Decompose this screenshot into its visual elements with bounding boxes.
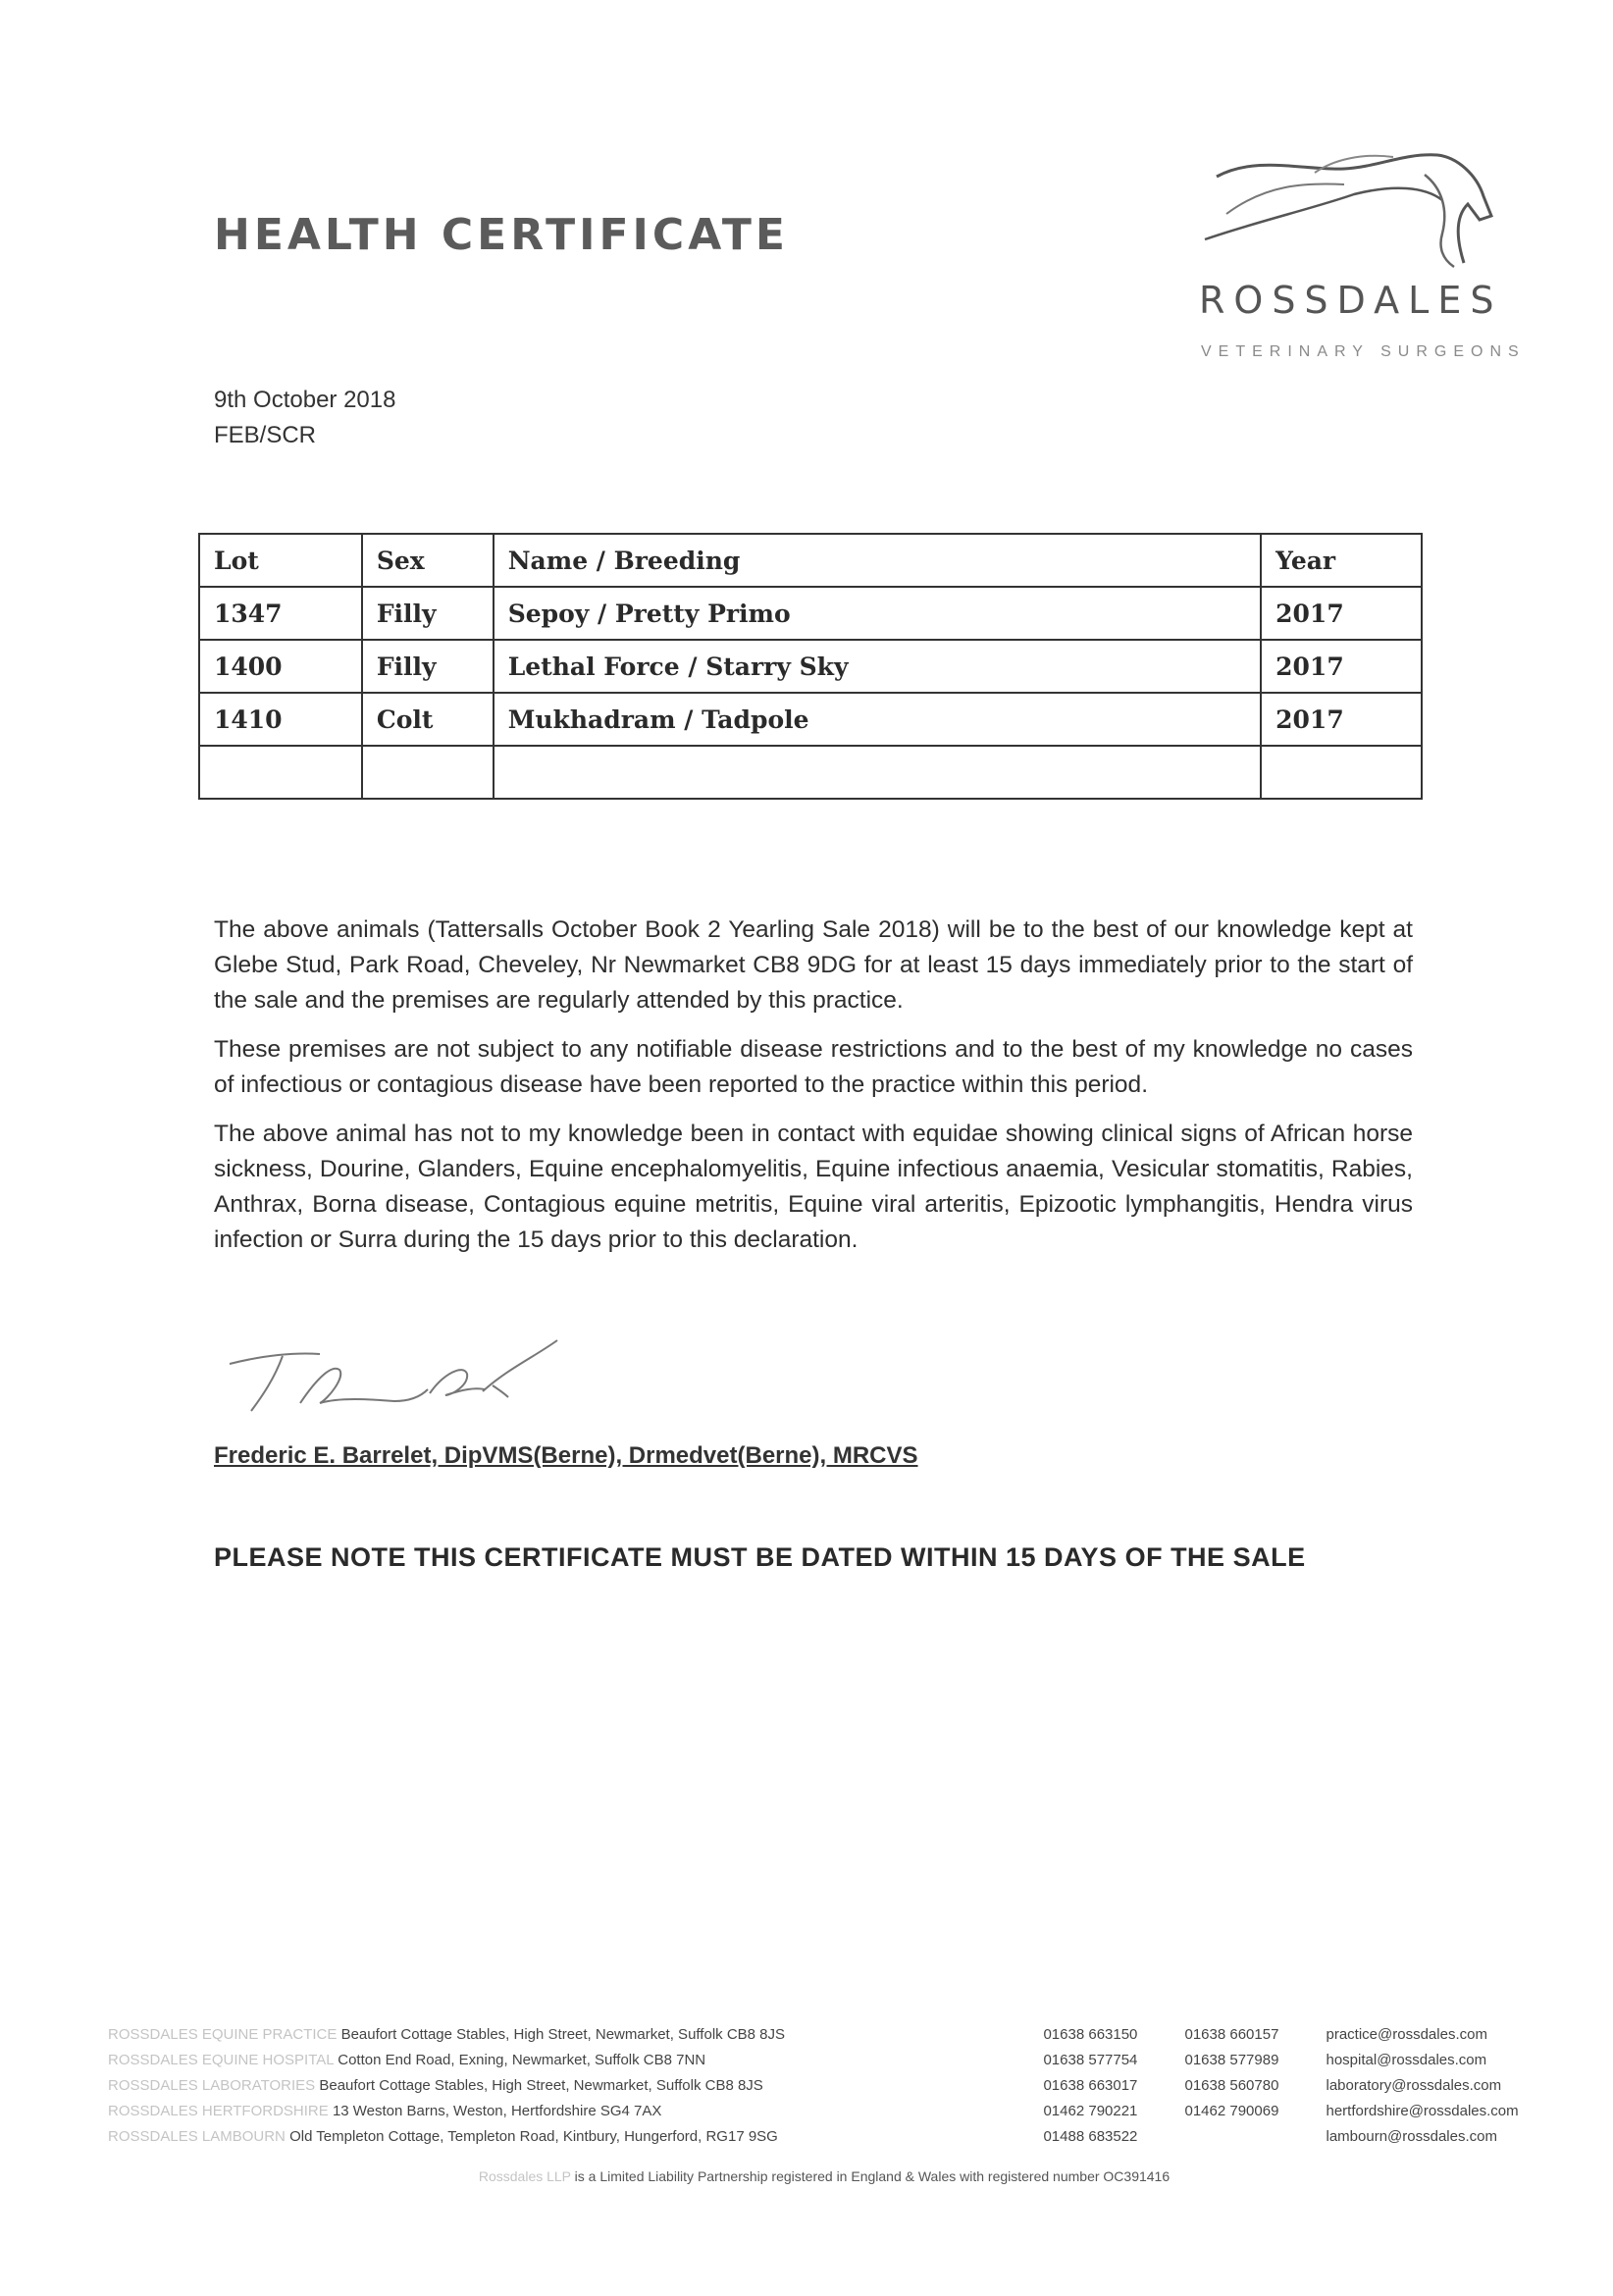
footer-tel: 01462 790221 xyxy=(1043,2102,1138,2119)
footer-tel: 01638 663150 xyxy=(1043,2025,1138,2043)
cell-sex xyxy=(362,746,494,799)
footer-address: Cotton End Road, Exning, Newmarket, Suffolk CB8 7NN xyxy=(338,2051,706,2068)
footer xyxy=(108,2021,1540,2184)
table-row xyxy=(199,746,1422,799)
cell-lot: 1400 xyxy=(199,640,362,693)
footer-email: laboratory@rossdales.com xyxy=(1326,2076,1502,2094)
logo xyxy=(1197,145,1511,273)
paragraph-premises: The above animals (Tattersalls October Book 2 Yearling Sale 2018) will be to the best of our knowledge kept at Glebe Stud, Park Road, Cheveley, Nr Newmarket CB8 9DG for at least 15 days immediately prior to the start of the sale and the premises are regularly attended by this practice. xyxy=(214,916,1413,1014)
cell-sex: Filly xyxy=(362,640,494,693)
cell-lot: 1410 xyxy=(199,693,362,746)
document-reference: FEB/SCR xyxy=(214,422,317,448)
registration-text: is a Limited Liability Partnership registered in England & Wales with registered number OC391416 xyxy=(574,2168,1171,2184)
footer-tel: 01488 683522 xyxy=(1043,2127,1138,2145)
cell-name-breeding: Mukhadram / Tadpole xyxy=(494,693,1261,746)
cell-year xyxy=(1261,746,1422,799)
footer-address: Beaufort Cottage Stables, High Street, Newmarket, Suffolk CB8 8JS xyxy=(319,2076,763,2094)
brand-subtitle: VETERINARY SURGEONS xyxy=(1201,343,1526,360)
table-row xyxy=(199,640,1422,693)
footer-row xyxy=(108,2072,1540,2098)
brand-name: ROSSDALES xyxy=(1199,279,1503,322)
table-row xyxy=(199,587,1422,640)
footer-tel: 01638 577754 xyxy=(1043,2051,1138,2068)
footer-email: lambourn@rossdales.com xyxy=(1326,2127,1497,2145)
footer-label: ROSSDALES LAMBOURN xyxy=(108,2127,286,2145)
footer-email: hertfordshire@rossdales.com xyxy=(1326,2102,1519,2119)
registration-label: Rossdales LLP xyxy=(478,2168,571,2184)
table-header-row xyxy=(199,534,1422,587)
signature-icon xyxy=(222,1334,595,1428)
footer-email: practice@rossdales.com xyxy=(1326,2025,1487,2043)
footer-address: 13 Weston Barns, Weston, Hertfordshire SG4 7AX xyxy=(332,2102,662,2119)
cell-sex: Colt xyxy=(362,693,494,746)
cell-lot: 1347 xyxy=(199,587,362,640)
cell-year: 2017 xyxy=(1261,693,1422,746)
paragraph-restrictions: These premises are not subject to any notifiable disease restrictions and to the best of my knowledge no cases of infectious or contagious disease have been reported to the practice within this period. xyxy=(214,1036,1413,1098)
footer-label: ROSSDALES EQUINE HOSPITAL xyxy=(108,2051,335,2068)
dating-notice: PLEASE NOTE THIS CERTIFICATE MUST BE DATED WITHIN 15 DAYS OF THE SALE xyxy=(214,1542,1306,1572)
cell-lot xyxy=(199,746,362,799)
footer-label: ROSSDALES LABORATORIES xyxy=(108,2076,316,2094)
cell-name-breeding: Lethal Force / Starry Sky xyxy=(494,640,1261,693)
paragraph-contact: The above animal has not to my knowledge been in contact with equidae showing clinical signs of African horse sickness, Dourine, Glanders, Equine encephalomyelitis, Equine infectious anaemia, Vesicular stomatitis, Rabies, Anthrax, Borna disease, Contagious equine metritis, Equine viral arteritis, Epizootic lymphangitis, Hendra virus infection or Surra during the 15 days prior to this declaration. xyxy=(214,1121,1413,1253)
footer-row xyxy=(108,2047,1540,2072)
footer-fax: 01638 560780 xyxy=(1184,2076,1279,2094)
header-name-breeding: Name / Breeding xyxy=(494,534,1261,587)
header-year: Year xyxy=(1261,534,1422,587)
signer-name: Frederic E. Barrelet, DipVMS(Berne), Drmedvet(Berne), MRCVS xyxy=(214,1442,918,1469)
footer-email: hospital@rossdales.com xyxy=(1326,2051,1487,2068)
footer-fax: 01462 790069 xyxy=(1184,2102,1279,2119)
footer-registration xyxy=(108,2168,1540,2184)
cell-year: 2017 xyxy=(1261,640,1422,693)
footer-label: ROSSDALES EQUINE PRACTICE xyxy=(108,2025,338,2043)
cell-name-breeding xyxy=(494,746,1261,799)
footer-label: ROSSDALES HERTFORDSHIRE xyxy=(108,2102,329,2119)
cell-sex: Filly xyxy=(362,587,494,640)
document-date: 9th October 2018 xyxy=(214,387,396,413)
footer-fax: 01638 577989 xyxy=(1184,2051,1279,2068)
document-meta xyxy=(214,383,395,453)
table-row xyxy=(199,693,1422,746)
header-sex: Sex xyxy=(362,534,494,587)
footer-address: Old Templeton Cottage, Templeton Road, Kintbury, Hungerford, RG17 9SG xyxy=(289,2127,778,2145)
footer-fax: 01638 660157 xyxy=(1184,2025,1279,2043)
horse-head-icon xyxy=(1197,145,1511,273)
footer-row xyxy=(108,2098,1540,2123)
cell-name-breeding: Sepoy / Pretty Primo xyxy=(494,587,1261,640)
footer-address: Beaufort Cottage Stables, High Street, Newmarket, Suffolk CB8 8JS xyxy=(340,2025,786,2043)
footer-row xyxy=(108,2021,1540,2047)
document-title: HEALTH CERTIFICATE xyxy=(214,210,789,260)
footer-tel: 01638 663017 xyxy=(1043,2076,1138,2094)
lots-table xyxy=(198,533,1423,800)
footer-row xyxy=(108,2123,1540,2149)
certificate-body xyxy=(214,913,1413,1272)
header-lot: Lot xyxy=(199,534,362,587)
cell-year: 2017 xyxy=(1261,587,1422,640)
